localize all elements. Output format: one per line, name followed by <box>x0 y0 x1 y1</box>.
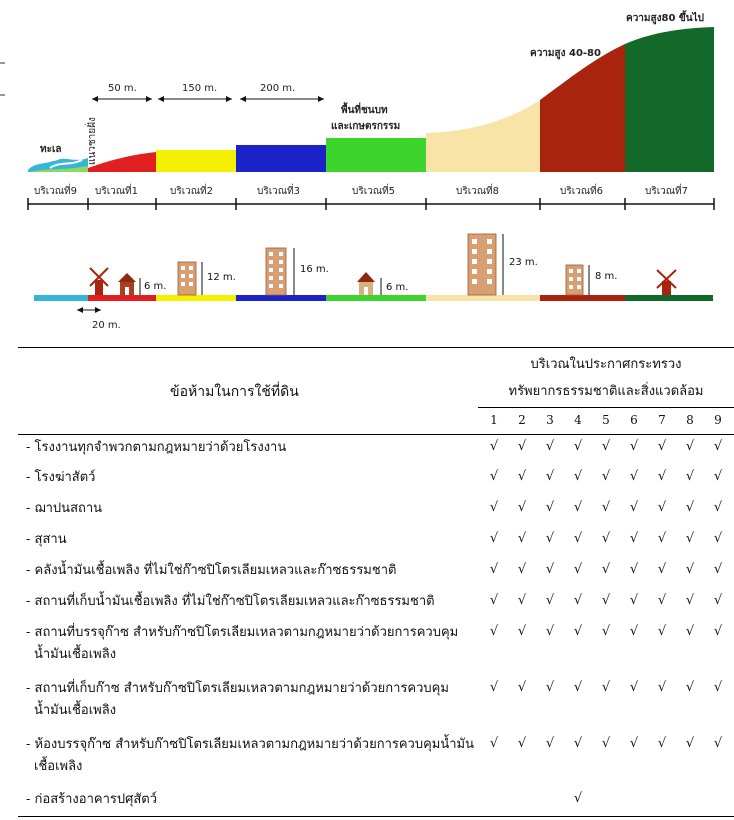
check-mark: √ <box>489 593 499 608</box>
windmill-icon <box>90 268 108 295</box>
rule-row-line-2: น้ำมันเชื้อเพลิง <box>34 647 117 662</box>
sea-label: ทะเล <box>40 144 62 155</box>
house-zone-5-icon <box>357 272 375 295</box>
rule-row-line-2: เชื้อเพลิง <box>34 759 83 774</box>
check-mark: √ <box>489 680 499 695</box>
table-header-rule <box>18 434 734 435</box>
height-40-80-label: ความสูง 40-80 <box>530 48 601 59</box>
check-mark: √ <box>657 593 667 608</box>
check-mark: √ <box>545 500 555 515</box>
zone-label-6: บริเวณที่6 <box>560 186 603 197</box>
check-mark: √ <box>489 439 499 454</box>
check-mark: √ <box>573 791 583 806</box>
check-mark: √ <box>517 439 527 454</box>
check-mark: √ <box>489 469 499 484</box>
zone-label-3: บริเวณที่3 <box>257 186 300 197</box>
height-label-zone-1: 6 m. <box>144 281 167 292</box>
check-mark: √ <box>629 469 639 484</box>
height-80-up-label: ความสูง80 ขึ้นไป <box>626 13 704 24</box>
distance-150-arrow <box>158 96 232 102</box>
distance-20-label: 20 m. <box>92 320 121 331</box>
rule-row-label <box>26 529 476 551</box>
check-mark: √ <box>517 531 527 546</box>
check-mark: √ <box>601 531 611 546</box>
rule-row-line-1: - สถานที่เก็บก๊าซ สำหรับก๊าซปิโตรเลียมเหลวตามกฎหมายว่าด้วยการควบคุม <box>26 681 449 696</box>
check-mark: √ <box>545 439 555 454</box>
check-mark: √ <box>713 469 723 484</box>
check-mark: √ <box>517 469 527 484</box>
check-mark: √ <box>517 624 527 639</box>
height-label-zone-8: 23 m. <box>509 257 538 268</box>
rule-row-line-1: - ก่อสร้างอาคารปศุสัตว์ <box>26 792 158 807</box>
building-zone-6-icon <box>566 265 583 295</box>
check-mark: √ <box>601 439 611 454</box>
table-right-title-1: บริเวณในประกาศกระทรวง <box>530 357 682 372</box>
strip-zone-8 <box>426 295 540 301</box>
check-mark: √ <box>685 500 695 515</box>
table-left-title: ข้อห้ามในการใช้ที่ดิน <box>170 384 299 400</box>
rule-row-label <box>26 734 476 778</box>
check-mark: √ <box>601 593 611 608</box>
zone-label-8: บริเวณที่8 <box>456 186 499 197</box>
check-mark: √ <box>573 736 583 751</box>
distance-200-label: 200 m. <box>260 83 296 94</box>
zone-label-1: บริเวณที่1 <box>95 186 138 197</box>
check-mark: √ <box>545 593 555 608</box>
distance-50-label: 50 m. <box>108 83 137 94</box>
check-mark: √ <box>573 593 583 608</box>
check-mark: √ <box>573 531 583 546</box>
rule-row-label <box>26 437 476 459</box>
check-mark: √ <box>629 500 639 515</box>
check-mark: √ <box>713 680 723 695</box>
column-number-9: 9 <box>714 413 722 427</box>
check-mark: √ <box>657 562 667 577</box>
check-mark: √ <box>657 469 667 484</box>
check-mark: √ <box>517 736 527 751</box>
strip-zone-1 <box>88 295 156 301</box>
check-mark: √ <box>685 736 695 751</box>
zone-5-band <box>326 138 426 172</box>
strip-zone-6 <box>540 295 625 301</box>
table-top-rule <box>18 347 734 348</box>
strip-zone-9 <box>34 295 88 301</box>
sea-area <box>28 158 88 172</box>
check-mark: √ <box>573 624 583 639</box>
zone-6-band <box>540 44 625 172</box>
zone-label-5: บริเวณที่5 <box>352 186 395 197</box>
windmill-zone-7-icon <box>657 270 676 295</box>
check-mark: √ <box>489 736 499 751</box>
check-mark: √ <box>713 736 723 751</box>
check-mark: √ <box>573 500 583 515</box>
column-number-3: 3 <box>546 413 554 427</box>
check-mark: √ <box>517 500 527 515</box>
check-mark: √ <box>657 439 667 454</box>
check-mark: √ <box>545 736 555 751</box>
check-mark: √ <box>713 562 723 577</box>
strip-zone-7 <box>625 295 713 301</box>
rule-row-line-1: - สุสาน <box>26 532 67 547</box>
column-number-8: 8 <box>686 413 694 427</box>
check-mark: √ <box>629 680 639 695</box>
check-mark: √ <box>629 439 639 454</box>
check-mark: √ <box>657 624 667 639</box>
zone-7-band <box>625 27 714 172</box>
column-number-6: 6 <box>630 413 638 427</box>
check-mark: √ <box>713 531 723 546</box>
rule-row-label <box>26 622 476 666</box>
check-mark: √ <box>601 469 611 484</box>
strip-zone-5 <box>326 295 426 301</box>
table-header-subrule <box>478 407 734 408</box>
check-mark: √ <box>629 593 639 608</box>
height-label-zone-5: 6 m. <box>386 282 409 293</box>
building-zone-3-icon <box>266 248 286 295</box>
check-mark: √ <box>601 624 611 639</box>
check-mark: √ <box>545 562 555 577</box>
rule-row-line-2: น้ำมันเชื้อเพลิง <box>34 703 117 718</box>
rule-row-line-1: - โรงงานทุกจำพวกตามกฎหมายว่าด้วยโรงงาน <box>26 440 287 455</box>
column-number-1: 1 <box>490 413 498 427</box>
check-mark: √ <box>573 469 583 484</box>
check-mark: √ <box>713 624 723 639</box>
rural-label-2: และเกษตรกรรม <box>331 121 401 132</box>
distance-150-label: 150 m. <box>182 83 218 94</box>
zone-2-band <box>156 150 236 172</box>
rule-row-label <box>26 467 476 489</box>
rule-row-label <box>26 591 476 613</box>
zone-label-2: บริเวณที่2 <box>170 186 213 197</box>
check-mark: √ <box>601 500 611 515</box>
rule-row-line-1: - สถานที่เก็บน้ำมันเชื้อเพลิง ที่ไม่ใช่ก๊าซปิโตรเลียมเหลวและก๊าซธรรมชาติ <box>26 594 435 609</box>
check-mark: √ <box>685 680 695 695</box>
rule-row-line-1: - ห้องบรรจุก๊าซ สำหรับก๊าซปิโตรเลียมเหลวตามกฎหมายว่าด้วยการควบคุมน้ำมัน <box>26 737 475 752</box>
check-mark: √ <box>517 680 527 695</box>
check-mark: √ <box>545 680 555 695</box>
check-mark: √ <box>601 736 611 751</box>
table-bottom-rule <box>18 816 734 817</box>
column-number-4: 4 <box>574 413 582 427</box>
check-mark: √ <box>713 500 723 515</box>
check-mark: √ <box>685 593 695 608</box>
check-mark: √ <box>685 562 695 577</box>
column-number-7: 7 <box>658 413 666 427</box>
house-icon <box>118 273 136 295</box>
check-mark: √ <box>629 531 639 546</box>
zone-1-band <box>88 152 156 172</box>
check-mark: √ <box>657 500 667 515</box>
rule-row-line-1: - ฌาปนสถาน <box>26 501 103 516</box>
check-mark: √ <box>657 736 667 751</box>
check-mark: √ <box>545 531 555 546</box>
check-mark: √ <box>517 562 527 577</box>
check-mark: √ <box>685 624 695 639</box>
building-zone-2-icon <box>178 262 196 295</box>
check-mark: √ <box>685 439 695 454</box>
distance-20-arrow <box>77 307 101 313</box>
rule-row-label <box>26 498 476 520</box>
check-mark: √ <box>573 562 583 577</box>
check-mark: √ <box>629 624 639 639</box>
check-mark: √ <box>713 593 723 608</box>
column-number-2: 2 <box>518 413 526 427</box>
height-label-zone-6: 8 m. <box>595 271 618 282</box>
rule-row-line-1: - โรงฆ่าสัตว์ <box>26 470 96 485</box>
check-mark: √ <box>489 531 499 546</box>
check-mark: √ <box>657 531 667 546</box>
check-mark: √ <box>713 439 723 454</box>
rural-label-1: พื้นที่ชนบท <box>341 105 388 116</box>
check-mark: √ <box>573 439 583 454</box>
rule-row-label <box>26 789 476 811</box>
column-number-5: 5 <box>602 413 610 427</box>
check-mark: √ <box>601 680 611 695</box>
zone-3-band <box>236 145 326 172</box>
strip-zone-3 <box>236 295 326 301</box>
shore-label: แนวชายฝั่ง <box>87 117 98 165</box>
distance-200-arrow <box>240 96 324 102</box>
check-mark: √ <box>545 469 555 484</box>
building-zone-8-icon <box>468 234 496 295</box>
rule-row-line-1: - คลังน้ำมันเชื้อเพลิง ที่ไม่ใช่ก๊าซปิโตรเลียมเหลวและก๊าซธรรมชาติ <box>26 563 397 578</box>
table-right-title-2: ทรัพยากรธรรมชาติและสิ่งแวดล้อม <box>508 384 704 399</box>
check-mark: √ <box>629 562 639 577</box>
land-zone-diagram <box>0 0 734 340</box>
check-mark: √ <box>685 531 695 546</box>
zone-8-band <box>426 100 540 172</box>
check-mark: √ <box>601 562 611 577</box>
height-label-zone-2: 12 m. <box>207 272 236 283</box>
rule-row-label <box>26 560 476 582</box>
distance-50-arrow <box>92 96 152 102</box>
check-mark: √ <box>489 624 499 639</box>
check-mark: √ <box>545 624 555 639</box>
check-mark: √ <box>629 736 639 751</box>
check-mark: √ <box>489 562 499 577</box>
check-mark: √ <box>573 680 583 695</box>
check-mark: √ <box>517 593 527 608</box>
check-mark: √ <box>657 680 667 695</box>
zone-label-9: บริเวณที่9 <box>34 186 77 197</box>
zone-label-7: บริเวณที่7 <box>645 186 688 197</box>
check-mark: √ <box>685 469 695 484</box>
strip-zone-2 <box>156 295 236 301</box>
height-label-zone-3: 16 m. <box>300 264 329 275</box>
rule-row-line-1: - สถานที่บรรจุก๊าซ สำหรับก๊าซปิโตรเลียมเหลวตามกฎหมายว่าด้วยการควบคุม <box>26 625 459 640</box>
check-mark: √ <box>489 500 499 515</box>
rule-row-label <box>26 678 476 722</box>
